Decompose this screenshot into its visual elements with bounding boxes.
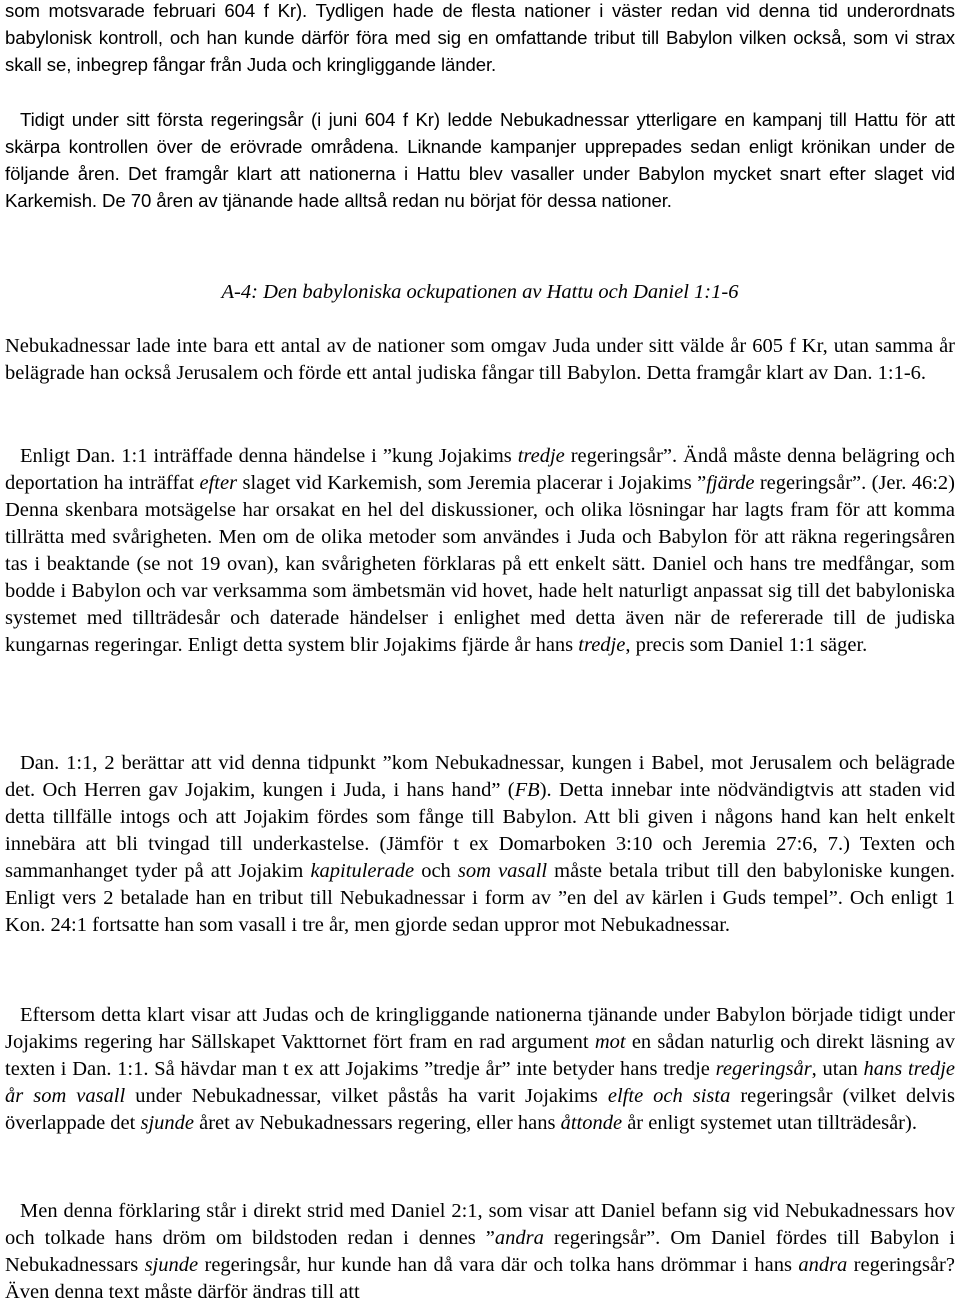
paragraph-7 — [5, 1198, 955, 1306]
p6-text-1: Eftersom detta klart visar att Judas och de kringliggande nationerna tjänande under Babylon började tidigt under Jojakims regering har Sällskapet Vakttornet fört fram en rad argument — [5, 1004, 955, 1053]
p4-text-2: regeringsår”. Ändå måste denna belägring och deportation ha inträffat — [5, 445, 956, 494]
p7-italic-1: andra — [494, 1227, 544, 1249]
p7-text-4: regeringsår? Även denna text måste därför ändras till att — [5, 1254, 955, 1303]
p6-text-6: året av Nebukadnessars regering, eller hans — [194, 1112, 561, 1134]
p6-italic-6: åttonde — [560, 1112, 623, 1134]
p4-text-4: regeringsår”. (Jer. 46:2) Denna skenbara motsägelse har orsakat en hel del diskussioner, och olika lösningar har lagts fram för att komma tillrätta med svårigheten. Men om de olika metoder som användes i Juda och Babylon för att räkna regeringsåren tas i beaktande (se not 19 ovan), kan svårigheten förklaras på ett enkelt sätt. Daniel och hans tre medfångar, som bodde i Babylon och var verksamma som ämbetsmän vid hovet, hade helt naturligt anpassat sig till det babyloniska systemet med tillträdesår och daterade händelser i enlighet med detta även när de refererade till de judiska kungarnas regeringar. Enligt detta system blir Jojakims fjärde år hans — [5, 472, 956, 656]
paragraph-3: Nebukadnessar lade inte bara ett antal av de nationer som omgav Juda under sitt välde år 605 f Kr, utan samma år belägrade han också Jerusalem och förde ett antal judiska fångar till Babylon. Detta framgår klart av Dan. 1:1-6. — [5, 335, 955, 384]
paragraph-2: Tidigt under sitt första regeringsår (i juni 604 f Kr) ledde Nebukadnessar ytterligare en kampanj till Hattu för att skärpa kontrollen över de erövrade områdena. Liknande kampanjer upprepades sedan enligt krönikan under de följande åren. Det framgår klart att nationerna i Hattu blev vasaller under Babylon mycket snart efter slaget vid Karkemish. De 70 åren av tjänande hade alltså redan nu börjat för dessa nationer. — [5, 109, 955, 211]
p6-italic-5: sjunde — [140, 1112, 194, 1134]
p4-text-1: Enligt Dan. 1:1 inträffade denna händelse i ”kung Jojakims — [20, 445, 518, 467]
p4-text-5: , precis som Daniel 1:1 säger. — [625, 634, 868, 656]
paragraph-6 — [5, 1002, 955, 1137]
p6-italic-3: hans tredje år som vasall — [5, 1058, 956, 1107]
p6-text-2: en sådan naturlig och direkt läsning av texten i Dan. 1:1. Så hävdar man t ex att Jojakims ”tredje år” inte betyder hans tredje — [5, 1031, 955, 1080]
p4-text-3: slaget vid Karkemish, som Jeremia placerar i Jojakims ” — [237, 472, 707, 494]
p5-italic-3: som vasall — [457, 860, 548, 882]
p5-text-3: och — [414, 860, 458, 882]
p7-italic-2: sjunde — [144, 1254, 199, 1276]
p7-italic-3: andra — [798, 1254, 848, 1276]
p5-text-2: ). Detta innebar inte nödvändigtvis att staden vid detta tillfälle intogs och att Jojakim fördes som fånge till Babylon. Att bli given i någons hand kan helt enkelt innebära att bli tvingad till underkastelse. (Jämför t ex Domarboken 3:10 och Jeremia 27:6, 7.) Texten och sammanhanget tyder på att Jojakim — [5, 779, 955, 882]
p6-italic-1: mot — [594, 1031, 626, 1053]
p6-text-3: , utan — [811, 1058, 864, 1080]
paragraph-4 — [5, 443, 955, 659]
p6-italic-4: elfte och sista — [607, 1085, 731, 1107]
p4-italic-4: tredje — [578, 634, 626, 656]
p6-italic-2: regeringsår — [715, 1058, 812, 1080]
p4-italic-1: tredje — [517, 445, 565, 467]
p4-italic-2: efter — [199, 472, 238, 494]
paragraph-5 — [5, 750, 955, 939]
section-heading: A-4: Den babyloniska ockupationen av Hattu och Daniel 1:1-6 — [221, 281, 739, 303]
p7-text-1: Men denna förklaring står i direkt strid med Daniel 2:1, som visar att Daniel befann sig vid Nebukadnessars hov och tolkade hans dröm om bildstoden redan i dennes ” — [5, 1200, 955, 1249]
p7-text-3: regeringsår, hur kunde han då vara där och tolka hans drömmar i hans — [198, 1254, 799, 1276]
p4-italic-3: fjärde — [706, 472, 755, 494]
paragraph-1: som motsvarade februari 604 f Kr). Tydligen hade de flesta nationer i väster redan vid denna tid underordnats babylonisk kontroll, och han kunde därför föra med sig en omfattande tribut till Babylon vilken också, som vi strax skall se, inbegrep fångar från Juda och kringliggande länder. — [5, 0, 955, 75]
p6-text-5: regeringsår (vilket delvis överlappade det — [5, 1085, 955, 1134]
p5-text-1: Dan. 1:1, 2 berättar att vid denna tidpunkt ”kom Nebukadnessar, kungen i Babel, mot Jerusalem och belägrade det. Och Herren gav Jojakim, kungen i Juda, i hans hand” ( — [5, 752, 955, 801]
p6-text-7: år enligt systemet utan tillträdesår). — [622, 1112, 917, 1134]
p5-italic-2: kapitulerade — [310, 860, 415, 882]
p7-text-2: regeringsår”. Om Daniel fördes till Babylon i Nebukadnessars — [5, 1227, 956, 1276]
p5-italic-1: FB — [514, 779, 540, 801]
p6-text-4: under Nebukadnessar, vilket påstås ha varit Jojakims — [125, 1085, 608, 1107]
p5-text-4: måste betala tribut till den babyloniske kungen. Enligt vers 2 betalade han en tribut till Nebukadnessar i form av ”en del av kärlen i Guds tempel”. Och enligt 1 Kon. 24:1 fortsatte han som vasall i tre år, men gjorde sedan uppror mot Nebukadnessar. — [5, 860, 955, 936]
